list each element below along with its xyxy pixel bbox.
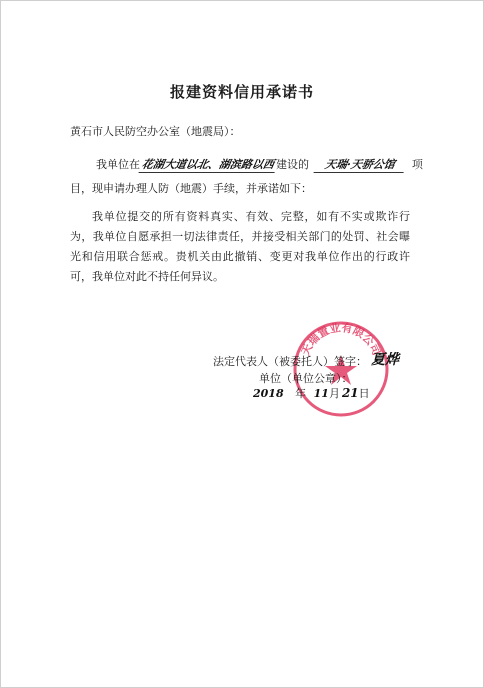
date-year: 2018: [253, 387, 284, 400]
representative-label: 法定代表人（被委托人）签字：: [213, 355, 367, 368]
date-day-unit: 日: [358, 387, 370, 400]
date-day: 21: [341, 386, 359, 400]
date-year-unit: 年: [295, 387, 307, 400]
line1-prefix: 我单位在: [96, 158, 140, 171]
line1-suffix: 项: [411, 158, 423, 171]
document-title: 报建资料信用承诺书: [169, 83, 314, 101]
date-month-unit: 月: [328, 387, 340, 400]
statement-line-1: [96, 156, 423, 173]
date-month: 11: [313, 387, 329, 400]
handwritten-project: 天瑞·天骄公馆: [313, 156, 406, 173]
unit-label: 单位（单位公章）：: [259, 372, 353, 385]
commitment-paragraph: 我单位提交的所有资料真实、有效、完整，如有不实或欺诈行为，我单位自愿承担一切法律责任，并接受相关部门的处罚、社会曝光和信用联合惩戒。贵机关由此撤销、变更对我单位作出的行政许可，我单位对此不持任何异议。: [70, 210, 410, 283]
company-seal: [291, 319, 391, 419]
line1-middle: 建设的: [276, 158, 309, 171]
statement-line-2: 目，现申请办理人防（地震）手续，并承诺如下：: [70, 182, 312, 195]
seal-text: 天瑞置业有限公司: [298, 321, 384, 358]
handwritten-location: 花湖大道以北、湖滨路以西: [139, 156, 278, 173]
signing-date: [253, 385, 370, 401]
recipient: 黄石市人民防空办公室（地震局）：: [70, 125, 241, 138]
representative-signature: 夏烨: [371, 352, 399, 368]
